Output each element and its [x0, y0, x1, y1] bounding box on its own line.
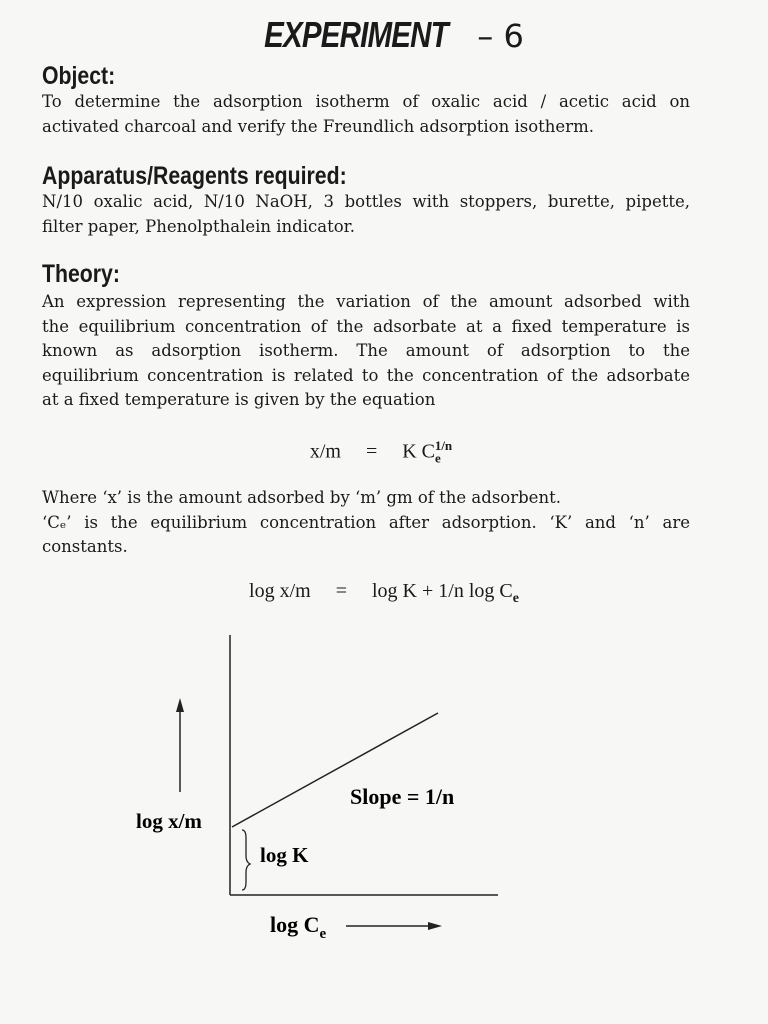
freundlich-equation — [0, 438, 768, 467]
log-equation — [0, 580, 768, 607]
theory-text — [42, 290, 690, 413]
apparatus-line: N/10 oxalic acid, N/10 NaOH, 3 bottles with stoppers, burette, pipette, — [42, 192, 690, 211]
intercept-label: log K — [260, 843, 309, 867]
eq2-lhs: log x/m — [249, 580, 311, 602]
intercept-brace — [242, 830, 250, 890]
page-title — [0, 14, 768, 56]
eq2-rhs: log K + 1/n log C — [372, 580, 513, 602]
object-text — [42, 90, 690, 139]
x-arrow-head-icon — [428, 922, 442, 930]
eq2-equals: = — [335, 580, 347, 602]
apparatus-text — [42, 190, 690, 239]
eq1-sub: e — [435, 450, 441, 466]
theory-line: the equilibrium concentration of the adsorbate at a fixed temperature is — [42, 316, 690, 336]
theory-line: equilibrium concentration is related to the concentration of the adsorbate — [42, 365, 690, 385]
y-arrow-head-icon — [176, 698, 184, 712]
theory-heading: Theory: — [42, 260, 120, 288]
where-text — [42, 486, 690, 560]
theory-line: at a fixed temperature is given by the equation — [42, 390, 436, 410]
title-main: EXPERIMENT — [264, 14, 449, 55]
apparatus-heading: Apparatus/Reagents required: — [42, 162, 347, 190]
y-axis-label: log x/m — [136, 809, 202, 833]
apparatus-line: filter paper, Phenolpthalein indicator. — [42, 216, 355, 236]
x-axis-label — [270, 912, 327, 942]
where-line: constants. — [42, 537, 128, 557]
eq2-sub: e — [512, 591, 519, 606]
object-heading: Object: — [42, 62, 116, 90]
isotherm-line — [232, 713, 438, 827]
slope-label: Slope = 1/n — [350, 784, 455, 809]
isotherm-graph — [120, 620, 520, 950]
title-number: – 6 — [477, 17, 524, 55]
eq1-equals: = — [365, 440, 378, 463]
object-line: To determine the adsorption isotherm of oxalic acid / acetic acid on — [42, 92, 690, 111]
object-line: activated charcoal and verify the Freundlich adsorption isotherm. — [42, 116, 594, 136]
theory-line: known as adsorption isotherm. The amount of adsorption to the — [42, 341, 690, 361]
eq1-sup: 1/n — [434, 438, 453, 453]
theory-line: An expression representing the variation of the amount adsorbed with — [42, 292, 690, 311]
eq1-lhs: x/m — [309, 440, 341, 463]
x-axis-label-sub: e — [319, 926, 327, 942]
where-line: ‘Cₑ’ is the equilibrium concentration after adsorption. ‘K’ and ‘n’ are — [42, 512, 690, 532]
where-line: Where ‘x’ is the amount adsorbed by ‘m’ gm of the adsorbent. — [42, 488, 561, 507]
eq1-rhs: K C — [402, 440, 436, 463]
x-axis-label-main: log C — [270, 912, 320, 937]
